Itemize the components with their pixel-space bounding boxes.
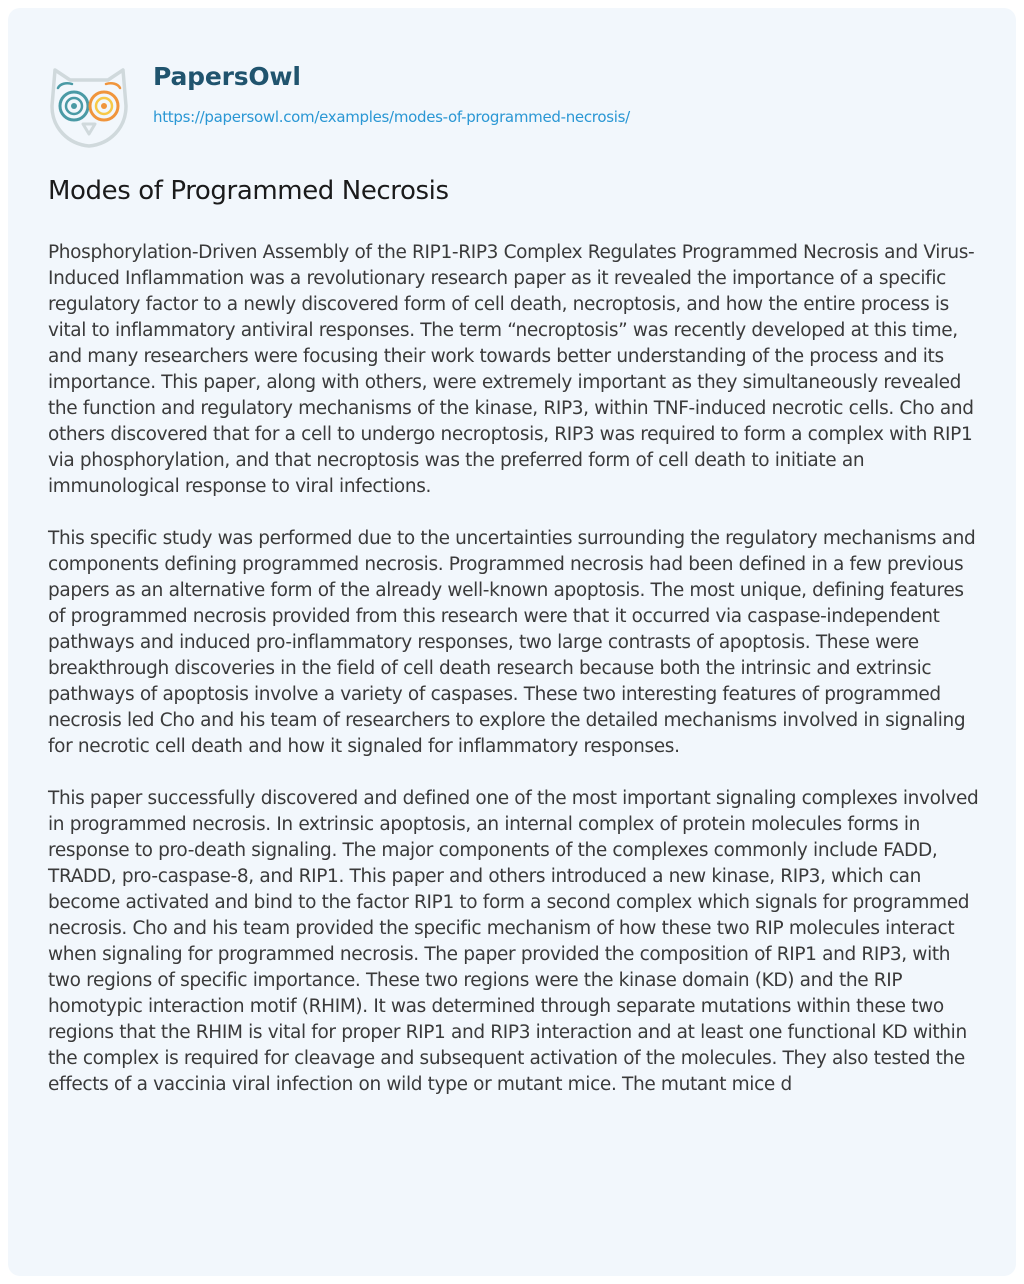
paragraph: This specific study was performed due to the uncertainties surrounding the regulatory mechanisms and components defining programmed necrosis. Programmed necrosis had been defined in a few previous papers as an alternative form of the already well-known apoptosis. The most unique, defining features of programmed necrosis provided from this research were that it occurred via caspase-independent pathways and induced pro-inflammatory responses, two large contrasts of apoptosis. These were breakthrough discoveries in the field of cell death research because both the intrinsic and extrinsic pathways of apoptosis involve a variety of caspases. These two interesting features of programmed necrosis led Cho and his team of researchers to explore the detailed mechanisms involved in signaling for necrotic cell death and how it signaled for inflammatory responses. (48, 528, 976, 757)
source-url-link[interactable]: https://papersowl.com/examples/modes-of-programmed-necrosis/ (153, 108, 630, 126)
owl-logo-icon (50, 64, 128, 148)
document-card (8, 8, 1016, 1276)
paragraph: This paper successfully discovered and defined one of the most important signaling complexes involved in programmed necrosis. In extrinsic apoptosis, an internal complex of protein molecules forms in response to pro-death signaling. The major components of the complexes commonly include FADD, TRADD, pro-caspase-8, and RIP1. This paper and others introduced a new kinase, RIP3, which can become activated and bind to the factor RIP1 to form a second complex which signals for programmed necrosis. Cho and his team provided the specific mechanism of how these two RIP molecules interact when signaling for programmed necrosis. The paper provided the composition of RIP1 and RIP3, with two regions of specific importance. These two regions were the kinase domain (KD) and the RIP homotypic interaction motif (RHIM). It was determined through separate mutations within these two regions that the RHIM is vital for proper RIP1 and RIP3 interaction and at least one functional KD within the complex is required for cleavage and subsequent activation of the molecules. They also tested the effects of a vaccinia viral infection on wild type or mutant mice. The mutant mice d (48, 788, 979, 1095)
brand-name: PapersOwl (153, 62, 301, 91)
article-body (48, 240, 984, 1124)
paragraph: Phosphorylation-Driven Assembly of the RIP1-RIP3 Complex Regulates Programmed Necrosis and Virus-Induced Inflammation was a revolutionary research paper as it revealed the importance of a specific regulatory factor to a newly discovered form of cell death, necroptosis, and how the entire process is vital to inflammatory antiviral responses. The term “necroptosis” was recently developed at this time, and many researchers were focusing their work towards better understanding of the process and its importance. This paper, along with others, were extremely important as they simultaneously revealed the function and regulatory mechanisms of the kinase, RIP3, within TNF-induced necrotic cells. Cho and others discovered that for a cell to undergo necroptosis, RIP3 was required to form a complex with RIP1 via phosphorylation, and that necroptosis was the preferred form of cell death to initiate an immunological response to viral infections. (48, 242, 975, 497)
page-title: Modes of Programmed Necrosis (48, 176, 449, 206)
